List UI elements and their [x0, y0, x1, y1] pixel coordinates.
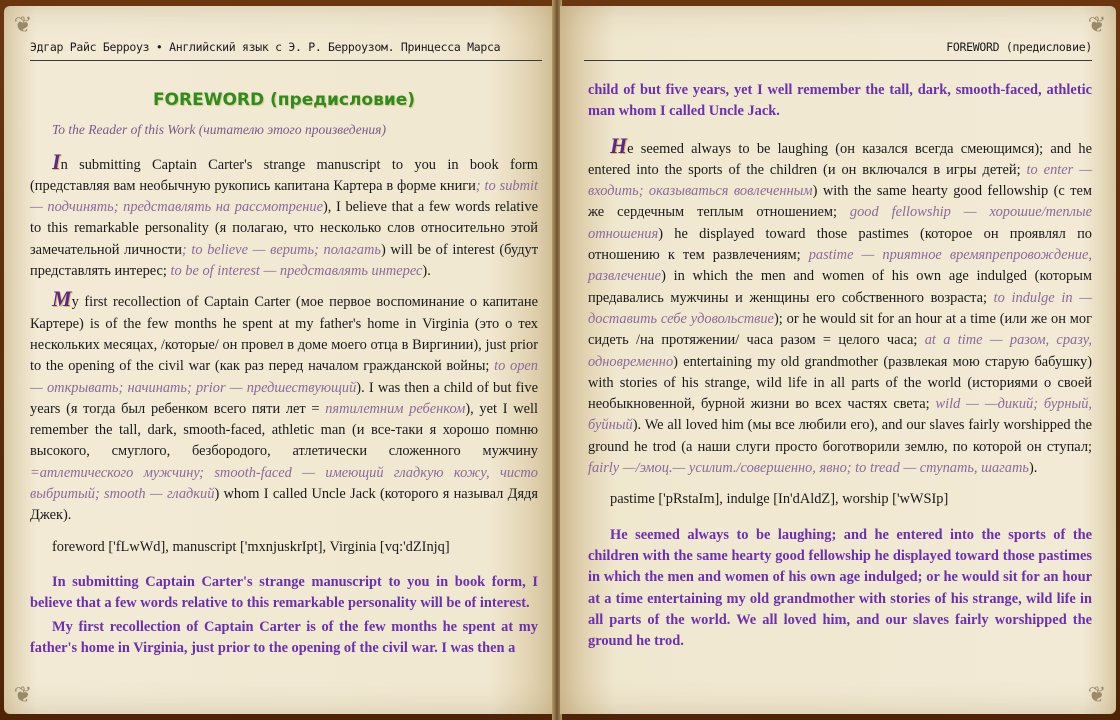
text: ). We all loved him (мы все любили его), and our slaves fairly worshipped the ground he trod (а наши слуги просто боготворили землю, по которой он ступал;	[588, 417, 1092, 455]
header-rule	[584, 60, 1092, 61]
text: e seemed always to be laughing (он казался всегда смеющимся); and he entered into the sports of the children (и он включался в игры детей;	[588, 140, 1092, 178]
gloss: fairly —/эмоц.— усилит./совершенно, явно; to tread — ступать, шагать	[588, 460, 1029, 477]
gloss: to indulge in — доставить себе удовольствие	[588, 289, 1092, 327]
gloss: wild — —дикий; бурный, буйный	[588, 396, 1092, 434]
drop-cap: H	[610, 132, 628, 158]
chapter-title: FOREWORD (предисловие)	[152, 90, 416, 110]
running-header-left: Эдгар Райс Берроуз • Английский язык с Э. Р. Берроузом. Принцесса Марса	[30, 40, 501, 54]
text: ).	[422, 263, 431, 280]
gloss: to open — открывать; начинать; prior — предшествующий	[30, 358, 538, 396]
left-page	[4, 6, 556, 714]
text: ), I believe that a few words relative to this remarkable personality (я полагаю, что несколько слов относительно этой замечательной личности	[30, 199, 538, 258]
gloss: to be of interest — представлять интерес	[166, 263, 423, 280]
text: ); or he would sit for an hour at a time (или же он мог сидеть /на протяжении/ часа разом = целого часа;	[588, 310, 1092, 349]
right-content	[588, 80, 1092, 662]
right-page	[560, 6, 1116, 714]
gloss: ; to believe — верить; полагать	[181, 241, 381, 258]
corner-ornament-icon: ❦	[13, 682, 33, 707]
text: ) whom I called Uncle Jack (которого я называл Дядя Джек).	[30, 486, 538, 524]
chapter-subtitle: To the Reader of this Work (читателю этого произведения)	[52, 122, 386, 138]
original-english-paragraph: My first recollection of Captain Carter is of the few months he spent at my father's home in Virginia, just prior to the opening of the civil war. I was then a	[30, 618, 538, 656]
left-content	[30, 90, 538, 669]
text: y first recollection of Captain Carter (мое первое воспоминание о капитане Картере) is of the few months he spent at my father's home in Virginia (это о тех нескольких месяцах, /которые/ он провел в доме моего отца в Виргинии), just prior to the opening of the civil war (как раз перед началом гражданской войны;	[30, 294, 538, 375]
gloss: ; to submit — подчинять; представлять на рассмотрение	[30, 177, 539, 216]
text: ). I was then a child of but five years (я тогда был ребенком всего пяти лет =	[30, 379, 538, 417]
gloss: at a time — разом, сразу, одновременно	[588, 332, 1092, 370]
text: ) he displayed toward those pastimes (которое он проявлял по отношению к тем развлечениям;	[588, 225, 1092, 264]
text: n submitting Captain Carter's strange manuscript to you in book form (представляя вам необычную рукопись капитана Картера в форме книги	[30, 156, 538, 194]
drop-cap: I	[52, 148, 61, 174]
header-rule	[30, 60, 542, 61]
gloss: pastime — приятное времяпрепровождение, развлечение	[588, 247, 1092, 285]
text: ), yet I well remember the tall, dark, smooth-faced, athletic man (и все-таки я хорошо помню высокого, смуглого, безбородого, атлетически сложенного мужчину	[30, 400, 538, 460]
gloss: =атлетического мужчину; smooth-faced — имеющий гладкую кожу, чисто выбритый; smooth — гладкий	[30, 464, 538, 503]
corner-ornament-icon: ❦	[13, 12, 33, 37]
corner-ornament-icon: ❦	[1087, 682, 1107, 707]
original-english-paragraph: child of but five years, yet I well remember the tall, dark, smooth-faced, athletic man whom I called Uncle Jack.	[588, 82, 1092, 120]
original-english-paragraph: He seemed always to be laughing; and he entered into the sports of the children with the same hearty good fellowship he displayed toward those pastimes in which the men and women of his own age indulged; or he would sit for an hour at a time entertaining my old grandmother with stories of his strange, wild life in all parts of the world. We all loved him, and our slaves fairly worshipped the ground he trod.	[588, 526, 1092, 650]
gloss: good fellowship — хорошие/теплые отношения	[588, 204, 1093, 242]
gloss: to enter — входить; оказываться вовлеченным	[588, 161, 1092, 200]
text: ).	[1028, 460, 1038, 477]
drop-cap: M	[52, 286, 72, 312]
original-english-paragraph: In submitting Captain Carter's strange manuscript to you in book form, I believe that a few words relative to this remarkable personality will be of interest.	[30, 573, 538, 612]
paragraph	[30, 286, 538, 526]
paragraph	[30, 148, 539, 283]
running-header-right: FOREWORD (предисловие)	[946, 40, 1092, 54]
text: ) entertaining my old grandmother (развлекая мою старую бабушку) with stories of his strange, wild life in all parts of the world (историями о своей необыкновенной, бурной жизни во всех частях света;	[588, 353, 1092, 413]
text: ) will be of interest (будут представлять интерес;	[30, 241, 539, 280]
transcription-line: foreword ['fLwWd], manuscript ['mxnjuskrIpt], Virginia [vq:'dZInjq]	[52, 538, 450, 555]
gloss: пятилетним ребенком	[319, 400, 466, 417]
text: ) in which the men and women of his own age indulged (которым предавались мужчины и женщины его собственного возраста;	[588, 268, 1092, 306]
corner-ornament-icon: ❦	[1087, 12, 1107, 37]
text: ) with the same hearty good fellowship (с тем же сердечным теплым отношением;	[588, 183, 1092, 221]
paragraph	[588, 132, 1093, 480]
transcription-line: pastime ['pRstaIm], indulge [In'dAldZ], worship ['wWSIp]	[610, 491, 949, 508]
